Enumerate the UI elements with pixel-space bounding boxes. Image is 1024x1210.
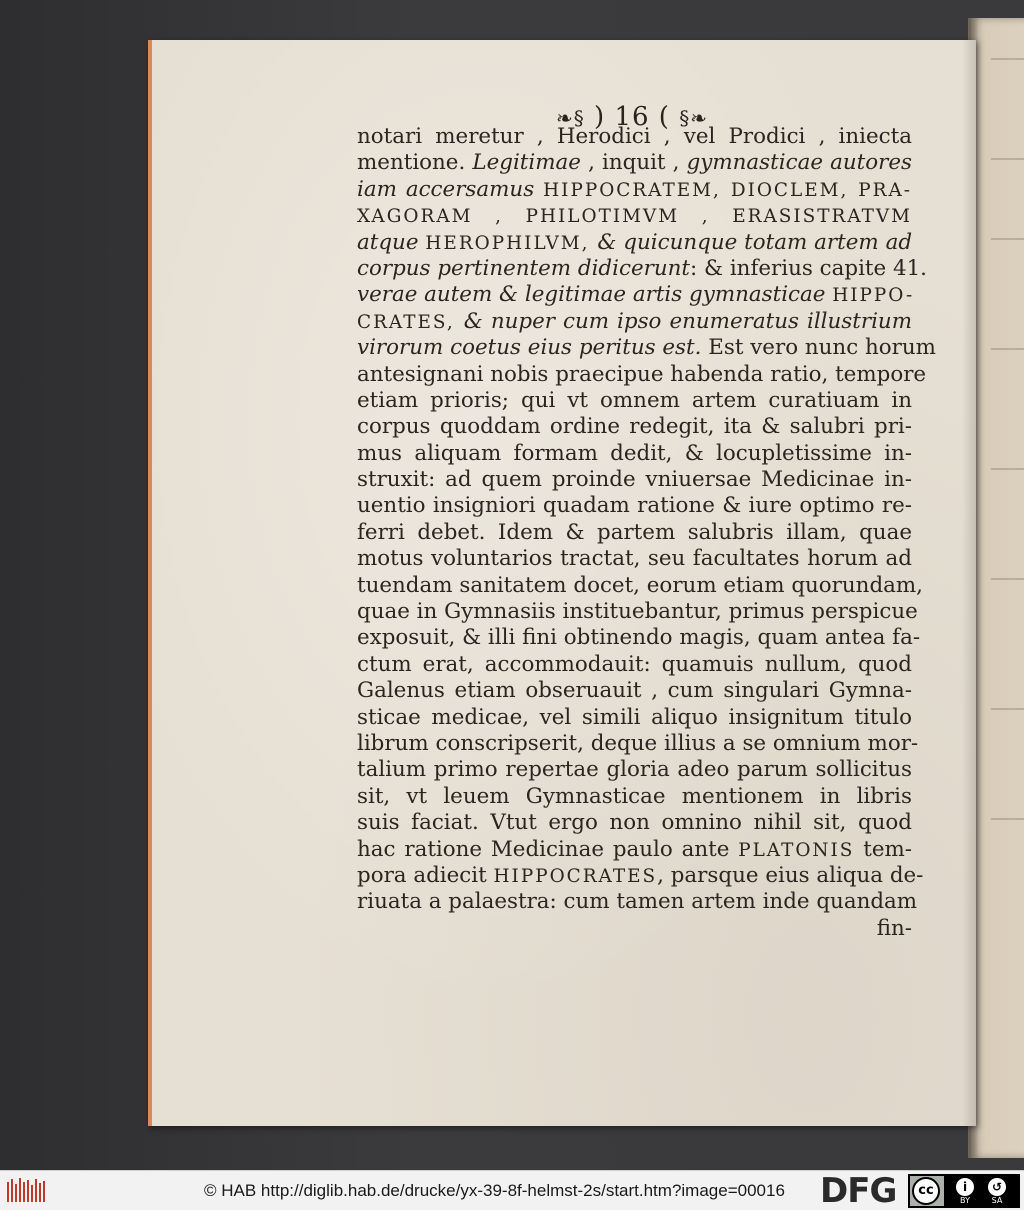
text-segment: sticae medicae, vel simili aliquo insignitum titulo (357, 704, 912, 730)
text-segment: sit, vt leuem Gymnasticae mentionem in libris (357, 783, 912, 809)
by-label: BY (960, 1196, 970, 1205)
text-segment: , inquit , (580, 150, 687, 176)
text-segment: pora adiecit (357, 862, 494, 888)
cc-license-strip (944, 1176, 1018, 1206)
text-line (357, 230, 912, 256)
page-body-text (357, 124, 936, 942)
text-line (357, 546, 912, 572)
copyright-link[interactable]: © HAB http://diglib.hab.de/drucke/yx-39-8f-helmst-2s/start.htm?image=00016 (204, 1181, 785, 1200)
facing-page-edge (968, 18, 1024, 1158)
text-line (357, 678, 912, 704)
text-line (357, 652, 912, 678)
italic-text: & quicunque totam artem ad (597, 229, 913, 255)
text-line (357, 309, 912, 335)
facing-page-text-trace (991, 708, 1024, 710)
text-line (357, 705, 912, 731)
text-line (357, 467, 912, 493)
text-line (357, 335, 936, 361)
small-caps-name: CRATES, (357, 311, 464, 333)
text-segment: librum conscripserit, deque illius a se omnium mor- (357, 730, 919, 756)
text-line (357, 388, 912, 414)
text-line (357, 862, 924, 889)
cc-license-badge[interactable] (908, 1174, 1020, 1208)
text-line (357, 810, 912, 836)
text-segment: Galenus etiam obseruauit , cum singulari Gymna- (357, 678, 912, 704)
text-line (357, 889, 918, 915)
text-segment: , parsque eius aliqua de- (657, 862, 924, 888)
italic-text: Legitimae (472, 150, 581, 176)
sa-label: SA (991, 1196, 1003, 1205)
facing-page-text-trace (991, 348, 1024, 350)
text-line (357, 150, 912, 176)
share-alike-icon: ↺ (988, 1178, 1006, 1196)
facing-page-text-trace (991, 238, 1024, 240)
attribution-icon: i (956, 1178, 974, 1196)
text-segment: tem- (854, 836, 912, 862)
text-segment: fin- (876, 915, 912, 941)
italic-text: virorum coetus eius peritus est. (357, 335, 702, 361)
italic-text: iam accersamus (357, 176, 544, 202)
text-segment: quae in Gymnasiis instituebantur, primus perspicue (357, 599, 918, 625)
dfg-logo: DFG (820, 1171, 897, 1210)
text-segment: ferri debet. Idem & partem salubris illam, quae (357, 519, 912, 545)
text-segment: antesignani nobis praecipue habenda ratio, tempore (357, 361, 927, 387)
text-segment: mus aliquam formam dedit, & locupletissime in- (357, 440, 912, 466)
text-segment: exposuit, & illi fini obtinendo magis, quam antea fa- (357, 625, 921, 651)
scanned-page (148, 40, 976, 1126)
facing-page-text-trace (991, 468, 1024, 470)
text-line (357, 282, 915, 308)
text-line (357, 177, 912, 203)
facing-page-text-trace (991, 58, 1024, 60)
page-number: ) 16 ( (594, 102, 670, 132)
text-segment: notari meretur , Herodici , vel Prodici , iniecta (357, 124, 912, 149)
text-segment: hac ratione Medicinae paulo ante (357, 836, 739, 862)
small-caps-name: HEROPHILVM, (425, 232, 598, 254)
italic-text: & nuper cum ipso enumeratus illustrium (463, 308, 912, 334)
text-segment: : & inferius capite 41. (689, 255, 927, 281)
text-line (357, 203, 912, 229)
facing-page-text-trace (991, 818, 1024, 820)
text-segment: mentione. (357, 150, 473, 176)
italic-text: gymnasticae autores (686, 150, 912, 176)
text-line (357, 414, 912, 440)
facing-page-text-trace (991, 578, 1024, 580)
small-caps-name: PLATONIS (738, 839, 855, 861)
text-segment: etiam prioris; qui vt omnem artem curatiuam in (357, 387, 912, 413)
text-line (357, 124, 912, 150)
text-segment: Est vero nunc horum (701, 335, 936, 361)
footer-bar (0, 1170, 1024, 1210)
text-segment: ctum erat, accommodauit: quamuis nullum, quod (357, 651, 912, 677)
text-line (357, 520, 912, 546)
text-line (357, 493, 912, 519)
text-segment: suis faciat. Vtut ergo non omnino nihil sit, quod (357, 810, 912, 836)
text-segment: corpus quoddam ordine redegit, ita & salubri pri- (357, 414, 912, 440)
cc-icon: cc (912, 1177, 940, 1205)
text-line (357, 757, 912, 783)
italic-text: atque (357, 229, 426, 255)
text-line (357, 730, 919, 757)
text-line (357, 255, 927, 282)
text-segment: motus voluntarios tractat, seu facultates horum ad (357, 546, 912, 572)
text-segment: talium primo repertae gloria adeo parum sollicitus (357, 757, 912, 783)
small-caps-name: HIPPOCRATEM, DIOCLEM, PRA- (543, 179, 912, 201)
library-barcode-logo-icon[interactable] (6, 1176, 46, 1206)
italic-text: verae autem & legitimae artis gymnasticae (357, 282, 833, 308)
text-line (357, 625, 921, 651)
facing-page-text-trace (991, 158, 1024, 160)
text-line (357, 599, 918, 625)
text-line (357, 916, 912, 942)
text-line (357, 572, 923, 599)
text-line (357, 441, 912, 467)
page-spine-shadow (962, 40, 976, 1126)
text-line (357, 361, 927, 388)
ornament-right: §❧ (679, 106, 708, 130)
small-caps-name: XAGORAM , PHILOTIMVM , ERASISTRATVM (357, 206, 912, 228)
text-segment: struxit: ad quem proinde vniuersae Medicinae in- (357, 467, 912, 493)
italic-text: corpus pertinentem didicerunt (357, 255, 690, 281)
ornament-left: ❧§ (556, 106, 585, 130)
text-segment: uentio insigniori quadam ratione & iure optimo re- (357, 493, 912, 519)
text-segment: riuata a palaestra: cum tamen artem inde quandam (357, 889, 918, 915)
text-line (357, 837, 912, 863)
small-caps-name: HIPPO- (832, 285, 915, 307)
small-caps-name: HIPPOCRATES (493, 865, 658, 887)
text-segment: tuendam sanitatem docet, eorum etiam quorundam, (357, 572, 923, 598)
text-line (357, 784, 912, 810)
